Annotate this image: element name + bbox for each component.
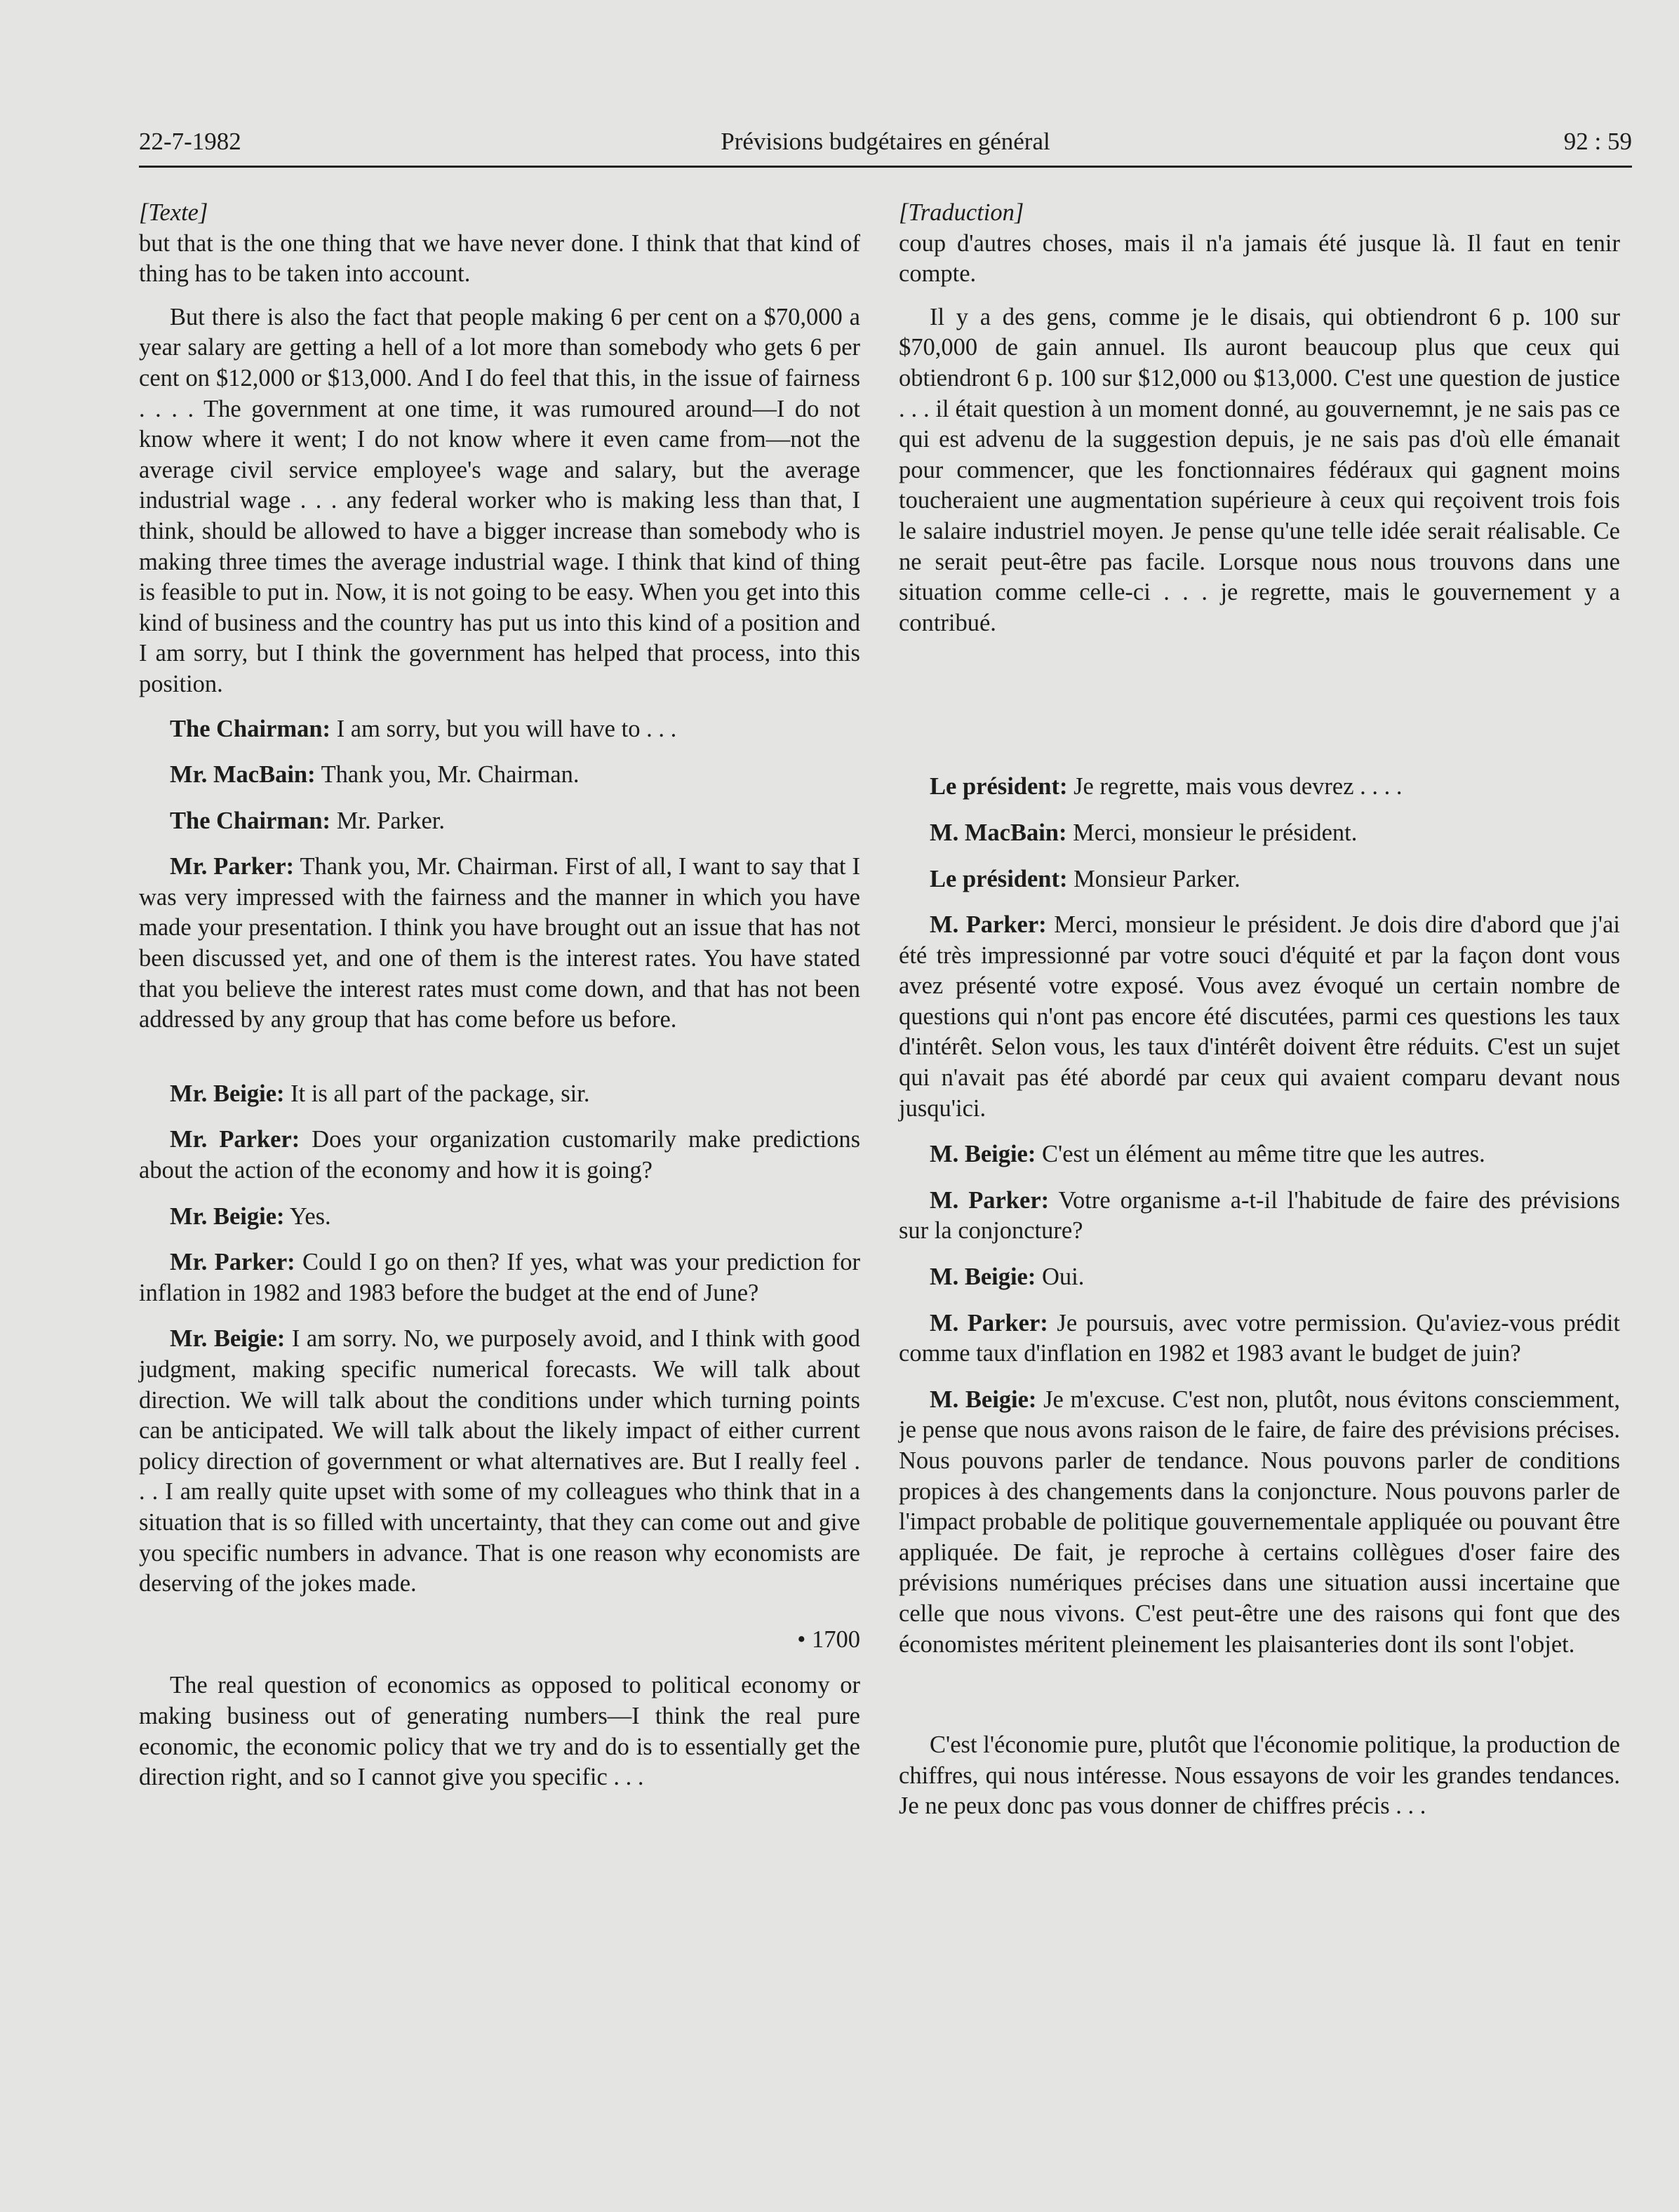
speech: Je regrette, mais vous devrez . . . . xyxy=(1067,773,1403,800)
speaker: Mr. MacBain: xyxy=(170,761,316,789)
speech: Je m'excuse. C'est non, plutôt, nous évitons consciemment, je pense que nous avons raison de le faire, de faire des prévisions précises. Nous pouvons parler de tendance. Nous pouvons parler de conditions propices à des changements dans la conjoncture. Nous pouvons parler de l'impact probable de politique gouvernementale appliquée ou pouvant être appliquée. De fait, je reproche à certains collègues d'oser faire des prévisions numériques précises dans une situation aussi incertaine que celle que nous vivons. C'est peut-être une des raisons qui font que des économistes méritent pleinement les plaisanteries dont ils sont l'objet. xyxy=(899,1386,1620,1658)
text-label: [Texte] xyxy=(139,199,208,226)
speech: Does your organization customarily make predictions about the action of the economy and how it is going? xyxy=(139,1126,860,1184)
speech: Thank you, Mr. Chairman. xyxy=(315,761,580,789)
speaker: M. Beigie: xyxy=(930,1263,1036,1291)
speech: Monsieur Parker. xyxy=(1067,865,1240,892)
speech: Merci, monsieur le président. xyxy=(1066,819,1358,846)
speaker: Mr. Beigie: xyxy=(170,1202,285,1230)
speaker: Mr. Parker: xyxy=(170,1126,300,1153)
dialog-line xyxy=(899,1385,1620,1660)
speech: Oui. xyxy=(1036,1263,1085,1291)
speaker: The Chairman: xyxy=(170,807,331,834)
speaker: Le président: xyxy=(930,773,1068,800)
english-column xyxy=(139,198,860,1793)
speaker: M. Parker: xyxy=(930,1186,1050,1214)
speech: Je poursuis, avec votre permission. Qu'aviez-vous prédit comme taux d'inflation en 1982 et 1983 avant le budget de juin? xyxy=(899,1309,1620,1367)
speech: Merci, monsieur le président. Je dois dire d'abord que j'ai été très impressionné par votre souci d'équité et par la façon dont vous avez présenté votre exposé. Vous avez évoqué un certain nombre de questions qui n'ont pas encore été discutées, parmi ces questions les taux d'intérêt. Selon vous, les taux d'intérêt doivent être réduits. C'est un sujet qui n'avait pas été abordé par ceux qui avaient comparu devant nous jusqu'ici. xyxy=(899,911,1620,1122)
dialog-line xyxy=(899,772,1620,803)
speaker: Mr. Beigie: xyxy=(170,1080,285,1107)
paragraph: But there is also the fact that people making 6 per cent on a $70,000 a year salary are getting a hell of a lot more than somebody who gets 6 per cent on $12,000 or $13,000. And I do feel that this, in the issue of fairness . . . . The government at one time, it was rumoured around—I do not know where it went; I do not know where it even came from—not the average civil service employee's wage and salary, but the average industrial wage . . . any federal worker who is making less than that, I think, should be allowed to have a bigger increase than somebody who is making three times the average industrial wage. I think that kind of thing is feasible to put in. Now, it is not going to be easy. When you get into this kind of business and the country has put us into this kind of a position and I am sorry, but I think the government has helped that process, into this position. xyxy=(139,303,860,697)
speaker: M. MacBain: xyxy=(930,819,1067,846)
dialog-line xyxy=(139,1324,860,1599)
speaker: Mr. Parker: xyxy=(170,1249,295,1276)
dialog-line xyxy=(139,1202,860,1233)
paragraph: coup d'autres choses, mais il n'a jamais été jusque là. Il faut en tenir compte. xyxy=(899,229,1620,288)
speech: C'est un élément au même titre que les autres. xyxy=(1036,1141,1485,1168)
speech: I am sorry, but you will have to . . . xyxy=(330,715,677,742)
dialog-line xyxy=(139,714,860,745)
french-column xyxy=(899,198,1620,1822)
speech: Thank you, Mr. Chairman. First of all, I want to say that I was very impressed with the fairness and the manner in which you have made your presentation. I think you have brought out an issue that has not been discussed yet, and one of them is the interest rates. You have stated that you believe the interest rates must come down, and that has not been addressed by any group that has come before us before. xyxy=(139,853,860,1033)
speaker: Mr. Beigie: xyxy=(170,1325,286,1353)
dialog-line xyxy=(899,1139,1620,1170)
dialog-line xyxy=(899,1262,1620,1293)
speech: Mr. Parker. xyxy=(330,807,445,834)
speaker: Mr. Parker: xyxy=(170,853,295,880)
dialog-line xyxy=(899,910,1620,1124)
page-header xyxy=(139,125,1632,168)
speaker: The Chairman: xyxy=(170,715,331,742)
dialog-line xyxy=(139,1125,860,1186)
dialog-line xyxy=(899,818,1620,849)
dialog-line xyxy=(139,760,860,791)
speaker: M. Beigie: xyxy=(930,1141,1036,1168)
speech: Could I go on then? If yes, what was your prediction for inflation in 1982 and 1983 before the budget at the end of June? xyxy=(139,1249,860,1306)
speech: It is all part of the package, sir. xyxy=(284,1080,590,1107)
time-marker: • 1700 xyxy=(797,1626,860,1653)
paragraph: The real question of economics as opposed to political economy or making business out of generating numbers—I think the real pure economic, the economic policy that we try and do is to essentially get the direction right, and so I cannot give you specific . . . xyxy=(139,1672,860,1791)
dialog-line xyxy=(139,852,860,1035)
speech: Yes. xyxy=(284,1202,331,1230)
speaker: M. Beigie: xyxy=(930,1386,1037,1413)
paragraph: but that is the one thing that we have never done. I think that that kind of thing has to be taken into account. xyxy=(139,229,860,288)
speaker: Le président: xyxy=(930,865,1068,892)
translation-label: [Traduction] xyxy=(899,199,1024,226)
speaker: M. Parker: xyxy=(930,1309,1048,1336)
dialog-line xyxy=(899,1308,1620,1369)
dialog-line xyxy=(139,1247,860,1308)
speaker: M. Parker: xyxy=(930,911,1047,939)
dialog-line xyxy=(139,806,860,837)
header-page-number: 92 : 59 xyxy=(1563,128,1632,155)
speech: I am sorry. No, we purposely avoid, and I think with good judgment, making specific numerical forecasts. We will talk about direction. We will talk about the conditions under which turning points can be anticipated. We will talk about the likely impact of either current policy direction of government or what alternatives are. But I really feel . . . I am really quite upset with some of my colleagues who think that in a situation that is so filled with uncertainty, that they can come out and give you specific numbers in advance. That is one reason why economists are deserving of the jokes made. xyxy=(139,1325,860,1597)
header-date: 22-7-1982 xyxy=(139,128,241,155)
dialog-line xyxy=(899,1186,1620,1247)
paragraph: Il y a des gens, comme je le disais, qui obtiendront 6 p. 100 sur $70,000 de gain annuel. Ils auront beaucoup plus que ceux qui obtiendront 6 p. 100 sur $12,000 ou $13,000. C'est une question de justice . . . il était question à un moment donné, au gouvernemnt, je ne sais pas ce qui est advenu de la suggestion depuis, je ne sais pas d'où elle émanait pour commencer, que les fonctionnaires fédéraux qui gagnent moins toucheraient une augmentation supérieure à ceux qui reçoivent trois fois le salaire industriel moyen. Je pense qu'une telle idée serait réalisable. Ce ne serait peut-être pas facile. Lorsque nous nous trouvons dans une situation comme celle-ci . . . je regrette, mais le gouvernement y a contribué. xyxy=(899,303,1620,636)
dialog-line xyxy=(899,864,1620,895)
dialog-line xyxy=(139,1079,860,1110)
paragraph: C'est l'économie pure, plutôt que l'économie politique, la production de chiffres, qui nous intéresse. Nous essayons de voir les grandes tendances. Je ne peux donc pas vous donner de chiffres précis . . . xyxy=(899,1731,1620,1820)
speech: Votre organisme a-t-il l'habitude de faire des prévisions sur la conjoncture? xyxy=(899,1186,1620,1245)
header-title: Prévisions budgétaires en général xyxy=(721,128,1050,155)
